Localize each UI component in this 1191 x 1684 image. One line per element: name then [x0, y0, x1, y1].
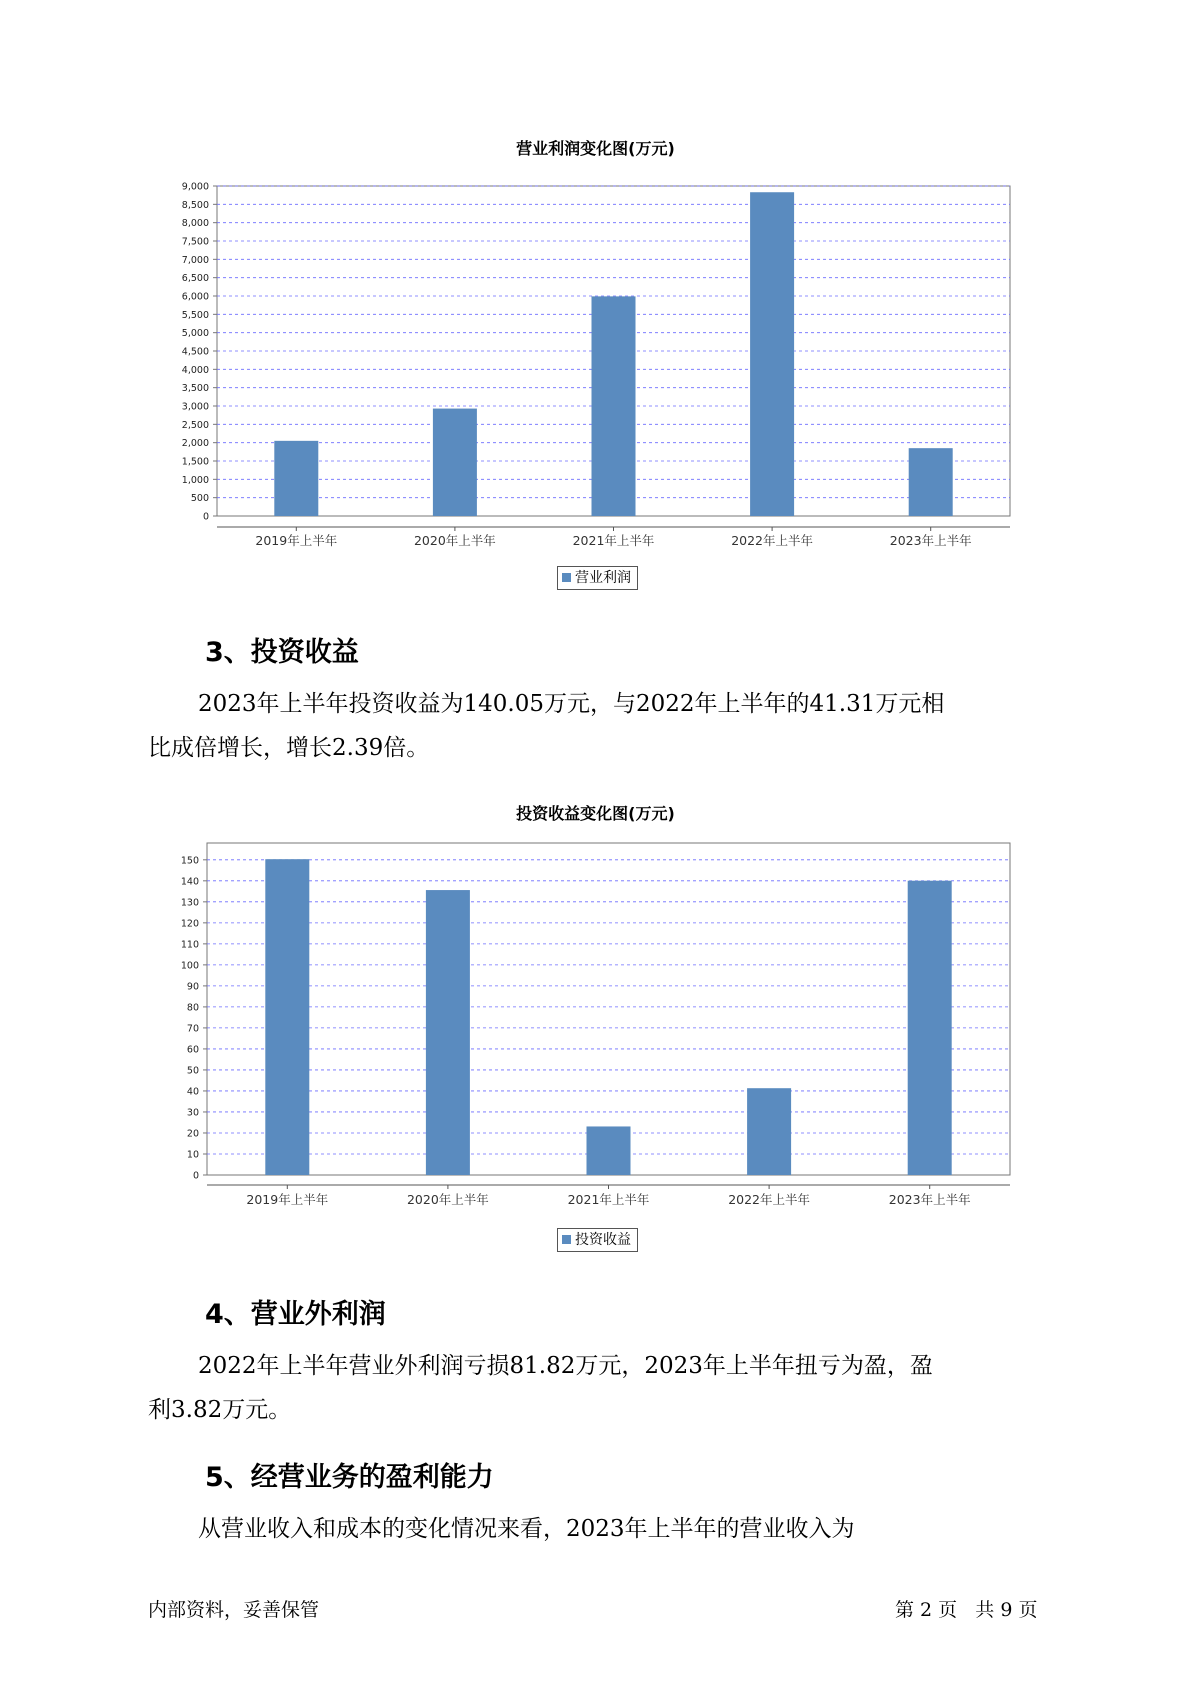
y-tick-label: 1,500	[181, 456, 209, 468]
chart-title-investment-income: 投资收益变化图(万元)	[516, 804, 675, 823]
y-tick-label: 6,500	[181, 273, 209, 285]
bar	[426, 890, 470, 1175]
y-tick-label: 3,000	[181, 401, 209, 413]
y-tick-label: 0	[192, 1170, 199, 1182]
y-tick-label: 50	[186, 1065, 199, 1077]
y-tick-label: 4,000	[181, 364, 209, 376]
x-tick-label: 2022年上半年	[728, 1192, 811, 1207]
y-tick-label: 8,000	[181, 218, 209, 230]
plot-area	[207, 843, 1010, 1175]
y-tick-label: 80	[186, 1002, 199, 1014]
paragraph-line: 2022年上半年营业外利润亏损81.82万元，2023年上半年扭亏为盈，盈	[198, 1353, 933, 1379]
y-tick-label: 3,500	[181, 383, 209, 395]
y-tick-label: 2,000	[181, 438, 209, 450]
y-tick-label: 500	[190, 493, 209, 505]
y-tick-label: 5,500	[181, 309, 209, 321]
y-tick-label: 90	[186, 981, 199, 993]
y-tick-label: 10	[186, 1149, 199, 1161]
chart-title-operating-profit: 营业利润变化图(万元)	[516, 139, 675, 158]
y-tick-label: 60	[186, 1044, 199, 1056]
x-tick-label: 2022年上半年	[731, 533, 814, 548]
legend-swatch	[562, 1235, 571, 1244]
x-tick-label: 2023年上半年	[888, 1192, 971, 1207]
x-tick-label: 2021年上半年	[567, 1192, 650, 1207]
y-tick-label: 2,500	[181, 419, 209, 431]
bar	[747, 1088, 791, 1175]
y-tick-label: 9,000	[181, 181, 209, 193]
legend-investment-income	[557, 1228, 638, 1252]
paragraph-line: 比成倍增长，增长2.39倍。	[148, 735, 430, 761]
paragraph-profitability	[148, 1507, 1048, 1551]
x-tick-label: 2020年上半年	[413, 533, 496, 548]
paragraph-line: 2023年上半年投资收益为140.05万元，与2022年上半年的41.31万元相	[198, 691, 945, 717]
x-tick-label: 2020年上半年	[406, 1192, 489, 1207]
y-tick-label: 7,500	[181, 236, 209, 248]
heading-non-operating-profit: 4、营业外利润	[205, 1299, 386, 1330]
x-tick-label: 2023年上半年	[889, 533, 972, 548]
y-tick-label: 30	[186, 1107, 199, 1119]
paragraph-non-operating-profit	[148, 1344, 1048, 1432]
y-tick-label: 7,000	[181, 254, 209, 266]
y-tick-label: 0	[202, 511, 209, 523]
y-tick-label: 70	[186, 1023, 199, 1035]
y-tick-label: 120	[180, 918, 199, 930]
y-tick-label: 130	[180, 897, 199, 909]
bar	[908, 881, 952, 1175]
y-tick-label: 150	[180, 855, 199, 867]
y-tick-label: 4,500	[181, 346, 209, 358]
y-tick-label: 20	[186, 1128, 199, 1140]
x-tick-label: 2019年上半年	[246, 1192, 329, 1207]
y-tick-label: 100	[180, 960, 199, 972]
bar	[265, 859, 309, 1175]
footer-confidential: 内部资料，妥善保管	[148, 1599, 320, 1621]
x-tick-label: 2019年上半年	[255, 533, 338, 548]
y-tick-label: 6,000	[181, 291, 209, 303]
y-tick-label: 5,000	[181, 328, 209, 340]
heading-investment-income: 3、投资收益	[205, 637, 359, 668]
bar	[587, 1126, 631, 1175]
y-tick-label: 140	[180, 876, 199, 888]
paragraph-line: 从营业收入和成本的变化情况来看，2023年上半年的营业收入为	[198, 1516, 855, 1542]
y-tick-label: 40	[186, 1086, 199, 1098]
paragraph-line: 利3.82万元。	[148, 1397, 292, 1423]
footer-page-number: 第 2 页 共 9 页	[895, 1599, 1038, 1621]
x-tick-label: 2021年上半年	[572, 533, 655, 548]
legend-label: 营业利润	[575, 570, 631, 586]
y-tick-label: 110	[180, 939, 199, 951]
heading-profitability: 5、经营业务的盈利能力	[205, 1462, 494, 1493]
y-tick-label: 1,000	[181, 474, 209, 486]
y-tick-label: 8,500	[181, 199, 209, 211]
legend-label: 投资收益	[575, 1232, 631, 1248]
